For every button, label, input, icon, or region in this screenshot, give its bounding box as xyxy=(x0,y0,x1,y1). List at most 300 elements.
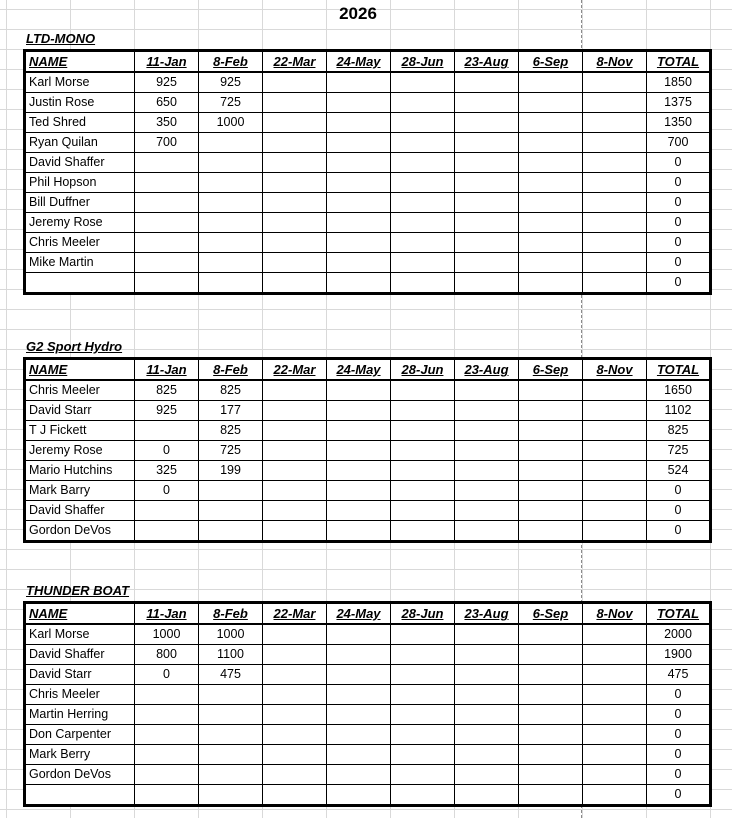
cell-score[interactable] xyxy=(199,233,263,253)
cell-racer-name[interactable]: David Shaffer xyxy=(25,501,135,521)
cell-racer-name[interactable]: Martin Herring xyxy=(25,705,135,725)
cell-score[interactable] xyxy=(135,193,199,213)
cell-total[interactable]: 0 xyxy=(647,481,711,501)
cell-score[interactable] xyxy=(391,380,455,401)
cell-score[interactable] xyxy=(583,645,647,665)
cell-racer-name[interactable]: David Starr xyxy=(25,401,135,421)
cell-score[interactable]: 177 xyxy=(199,401,263,421)
section-title-thunder-boat[interactable]: THUNDER BOAT xyxy=(26,583,130,598)
cell-score[interactable]: 800 xyxy=(135,645,199,665)
cell-score[interactable] xyxy=(391,765,455,785)
cell-score[interactable] xyxy=(455,665,519,685)
cell-score[interactable] xyxy=(327,133,391,153)
cell-total[interactable]: 524 xyxy=(647,461,711,481)
cell-score[interactable] xyxy=(519,93,583,113)
cell-score[interactable] xyxy=(455,624,519,645)
header-cell-date[interactable]: 22-Mar xyxy=(263,51,327,73)
section-title-g2-sport-hydro[interactable]: G2 Sport Hydro xyxy=(26,339,123,354)
cell-score[interactable] xyxy=(455,113,519,133)
cell-score[interactable] xyxy=(519,521,583,542)
cell-score[interactable] xyxy=(263,153,327,173)
header-cell-total[interactable]: TOTAL xyxy=(647,603,711,625)
cell-score[interactable] xyxy=(519,233,583,253)
cell-total[interactable]: 0 xyxy=(647,153,711,173)
header-cell-total[interactable]: TOTAL xyxy=(647,51,711,73)
cell-score[interactable]: 925 xyxy=(199,72,263,93)
cell-score[interactable] xyxy=(199,521,263,542)
cell-score[interactable] xyxy=(263,665,327,685)
cell-score[interactable] xyxy=(583,213,647,233)
cell-score[interactable] xyxy=(199,685,263,705)
cell-score[interactable] xyxy=(583,521,647,542)
cell-score[interactable] xyxy=(455,380,519,401)
cell-racer-name[interactable]: Gordon DeVos xyxy=(25,521,135,542)
cell-score[interactable] xyxy=(583,421,647,441)
cell-total[interactable]: 0 xyxy=(647,765,711,785)
cell-racer-name[interactable]: Justin Rose xyxy=(25,93,135,113)
cell-racer-name[interactable]: David Shaffer xyxy=(25,153,135,173)
cell-score[interactable] xyxy=(327,193,391,213)
header-cell-date[interactable]: 22-Mar xyxy=(263,359,327,381)
cell-total[interactable]: 725 xyxy=(647,441,711,461)
header-cell-date[interactable]: 28-Jun xyxy=(391,359,455,381)
cell-total[interactable]: 0 xyxy=(647,233,711,253)
cell-score[interactable] xyxy=(263,380,327,401)
cell-total[interactable]: 1102 xyxy=(647,401,711,421)
cell-score[interactable] xyxy=(519,133,583,153)
cell-score[interactable] xyxy=(263,233,327,253)
cell-score[interactable] xyxy=(391,685,455,705)
cell-score[interactable] xyxy=(391,421,455,441)
cell-score[interactable] xyxy=(455,133,519,153)
cell-score[interactable] xyxy=(391,133,455,153)
cell-score[interactable] xyxy=(199,705,263,725)
cell-score[interactable] xyxy=(519,441,583,461)
cell-score[interactable] xyxy=(199,213,263,233)
cell-score[interactable] xyxy=(391,461,455,481)
header-cell-date[interactable]: 8-Nov xyxy=(583,51,647,73)
cell-score[interactable] xyxy=(199,253,263,273)
cell-score[interactable] xyxy=(519,273,583,294)
cell-score[interactable] xyxy=(327,173,391,193)
cell-score[interactable] xyxy=(327,725,391,745)
cell-score[interactable] xyxy=(327,233,391,253)
cell-score[interactable]: 1000 xyxy=(199,624,263,645)
cell-total[interactable]: 1375 xyxy=(647,93,711,113)
cell-total[interactable]: 0 xyxy=(647,685,711,705)
cell-score[interactable] xyxy=(583,72,647,93)
cell-score[interactable]: 925 xyxy=(135,72,199,93)
cell-score[interactable] xyxy=(455,401,519,421)
cell-score[interactable] xyxy=(327,461,391,481)
cell-score[interactable] xyxy=(583,93,647,113)
cell-racer-name[interactable]: Bill Duffner xyxy=(25,193,135,213)
cell-score[interactable] xyxy=(199,765,263,785)
cell-score[interactable] xyxy=(519,253,583,273)
cell-score[interactable] xyxy=(327,213,391,233)
cell-score[interactable] xyxy=(199,481,263,501)
cell-score[interactable] xyxy=(199,153,263,173)
cell-score[interactable] xyxy=(519,213,583,233)
header-cell-date[interactable]: 8-Nov xyxy=(583,603,647,625)
cell-score[interactable] xyxy=(519,665,583,685)
cell-score[interactable] xyxy=(519,72,583,93)
cell-total[interactable]: 475 xyxy=(647,665,711,685)
year-title[interactable]: 2026 xyxy=(339,4,377,23)
cell-score[interactable] xyxy=(135,765,199,785)
cell-score[interactable] xyxy=(391,705,455,725)
cell-score[interactable] xyxy=(263,461,327,481)
cell-racer-name[interactable]: Mark Berry xyxy=(25,745,135,765)
cell-total[interactable]: 700 xyxy=(647,133,711,153)
cell-score[interactable] xyxy=(583,173,647,193)
cell-score[interactable] xyxy=(583,441,647,461)
cell-score[interactable] xyxy=(391,72,455,93)
header-cell-date[interactable]: 6-Sep xyxy=(519,359,583,381)
cell-score[interactable] xyxy=(327,705,391,725)
cell-score[interactable]: 350 xyxy=(135,113,199,133)
cell-score[interactable] xyxy=(391,725,455,745)
cell-score[interactable] xyxy=(583,153,647,173)
cell-score[interactable] xyxy=(263,273,327,294)
cell-score[interactable] xyxy=(327,421,391,441)
cell-score[interactable] xyxy=(455,441,519,461)
cell-total[interactable]: 1900 xyxy=(647,645,711,665)
cell-score[interactable] xyxy=(135,213,199,233)
cell-score[interactable] xyxy=(455,705,519,725)
cell-score[interactable] xyxy=(199,745,263,765)
cell-score[interactable] xyxy=(583,624,647,645)
header-cell-date[interactable]: 6-Sep xyxy=(519,51,583,73)
cell-score[interactable]: 325 xyxy=(135,461,199,481)
cell-total[interactable]: 1650 xyxy=(647,380,711,401)
cell-score[interactable] xyxy=(263,501,327,521)
cell-score[interactable]: 0 xyxy=(135,665,199,685)
cell-score[interactable] xyxy=(519,685,583,705)
cell-score[interactable]: 825 xyxy=(199,380,263,401)
header-cell-date[interactable]: 8-Feb xyxy=(199,603,263,625)
cell-score[interactable] xyxy=(199,273,263,294)
cell-score[interactable] xyxy=(327,665,391,685)
header-cell-date[interactable]: 8-Nov xyxy=(583,359,647,381)
cell-score[interactable] xyxy=(327,765,391,785)
cell-score[interactable] xyxy=(583,745,647,765)
cell-score[interactable] xyxy=(455,93,519,113)
cell-score[interactable] xyxy=(455,765,519,785)
cell-score[interactable] xyxy=(199,501,263,521)
cell-score[interactable] xyxy=(519,401,583,421)
cell-score[interactable] xyxy=(583,113,647,133)
cell-score[interactable] xyxy=(327,153,391,173)
cell-score[interactable] xyxy=(135,521,199,542)
cell-score[interactable] xyxy=(455,481,519,501)
cell-score[interactable] xyxy=(327,401,391,421)
cell-score[interactable] xyxy=(327,253,391,273)
header-cell-name[interactable]: NAME xyxy=(25,51,135,73)
header-cell-date[interactable]: 23-Aug xyxy=(455,51,519,73)
header-cell-date[interactable]: 23-Aug xyxy=(455,603,519,625)
cell-total[interactable]: 0 xyxy=(647,213,711,233)
cell-score[interactable] xyxy=(135,785,199,806)
cell-score[interactable] xyxy=(583,193,647,213)
cell-score[interactable] xyxy=(263,481,327,501)
cell-score[interactable] xyxy=(263,745,327,765)
header-cell-name[interactable]: NAME xyxy=(25,359,135,381)
cell-score[interactable] xyxy=(263,421,327,441)
cell-score[interactable]: 0 xyxy=(135,441,199,461)
cell-score[interactable] xyxy=(263,173,327,193)
cell-score[interactable] xyxy=(583,481,647,501)
header-cell-date[interactable]: 22-Mar xyxy=(263,603,327,625)
cell-score[interactable] xyxy=(135,745,199,765)
cell-score[interactable] xyxy=(391,233,455,253)
cell-score[interactable]: 725 xyxy=(199,93,263,113)
cell-score[interactable] xyxy=(519,705,583,725)
cell-score[interactable] xyxy=(263,441,327,461)
cell-score[interactable] xyxy=(327,501,391,521)
cell-score[interactable] xyxy=(391,501,455,521)
cell-score[interactable] xyxy=(455,273,519,294)
header-cell-date[interactable]: 11-Jan xyxy=(135,359,199,381)
cell-score[interactable] xyxy=(519,193,583,213)
cell-total[interactable]: 2000 xyxy=(647,624,711,645)
cell-score[interactable] xyxy=(327,113,391,133)
cell-score[interactable] xyxy=(391,785,455,806)
header-cell-date[interactable]: 28-Jun xyxy=(391,603,455,625)
cell-racer-name[interactable]: Chris Meeler xyxy=(25,233,135,253)
cell-score[interactable] xyxy=(135,233,199,253)
cell-score[interactable] xyxy=(135,173,199,193)
cell-score[interactable] xyxy=(455,421,519,441)
cell-racer-name[interactable]: Jeremy Rose xyxy=(25,441,135,461)
cell-score[interactable] xyxy=(519,461,583,481)
cell-racer-name[interactable] xyxy=(25,273,135,294)
cell-score[interactable] xyxy=(583,665,647,685)
cell-score[interactable]: 1000 xyxy=(199,113,263,133)
section-title-ltd-mono[interactable]: LTD-MONO xyxy=(26,31,96,46)
cell-score[interactable] xyxy=(327,72,391,93)
cell-score[interactable] xyxy=(583,273,647,294)
cell-score[interactable] xyxy=(391,401,455,421)
cell-score[interactable] xyxy=(199,193,263,213)
cell-score[interactable] xyxy=(199,173,263,193)
cell-score[interactable] xyxy=(519,481,583,501)
cell-score[interactable] xyxy=(583,253,647,273)
cell-score[interactable] xyxy=(327,645,391,665)
cell-total[interactable]: 0 xyxy=(647,785,711,806)
cell-total[interactable]: 1850 xyxy=(647,72,711,93)
cell-score[interactable] xyxy=(519,113,583,133)
cell-total[interactable]: 0 xyxy=(647,725,711,745)
cell-score[interactable]: 650 xyxy=(135,93,199,113)
cell-score[interactable] xyxy=(583,765,647,785)
cell-score[interactable] xyxy=(263,72,327,93)
cell-score[interactable] xyxy=(455,785,519,806)
cell-score[interactable] xyxy=(327,521,391,542)
cell-score[interactable]: 1000 xyxy=(135,624,199,645)
header-cell-date[interactable]: 8-Feb xyxy=(199,359,263,381)
cell-score[interactable] xyxy=(391,213,455,233)
cell-score[interactable] xyxy=(455,253,519,273)
cell-score[interactable] xyxy=(135,273,199,294)
cell-racer-name[interactable]: Mike Martin xyxy=(25,253,135,273)
cell-score[interactable] xyxy=(263,133,327,153)
cell-score[interactable] xyxy=(199,785,263,806)
cell-score[interactable] xyxy=(455,153,519,173)
cell-total[interactable]: 0 xyxy=(647,705,711,725)
cell-score[interactable] xyxy=(327,481,391,501)
cell-score[interactable] xyxy=(455,645,519,665)
cell-score[interactable] xyxy=(327,93,391,113)
cell-score[interactable] xyxy=(391,173,455,193)
cell-total[interactable]: 825 xyxy=(647,421,711,441)
cell-score[interactable]: 0 xyxy=(135,481,199,501)
cell-score[interactable] xyxy=(327,441,391,461)
cell-score[interactable] xyxy=(391,521,455,542)
cell-score[interactable] xyxy=(519,725,583,745)
header-cell-total[interactable]: TOTAL xyxy=(647,359,711,381)
header-cell-name[interactable]: NAME xyxy=(25,603,135,625)
header-cell-date[interactable]: 11-Jan xyxy=(135,603,199,625)
cell-total[interactable]: 0 xyxy=(647,253,711,273)
header-cell-date[interactable]: 24-May xyxy=(327,603,391,625)
cell-score[interactable] xyxy=(455,725,519,745)
cell-racer-name[interactable]: David Shaffer xyxy=(25,645,135,665)
cell-score[interactable] xyxy=(519,173,583,193)
cell-score[interactable] xyxy=(583,133,647,153)
cell-score[interactable] xyxy=(391,93,455,113)
cell-score[interactable] xyxy=(263,765,327,785)
header-cell-date[interactable]: 23-Aug xyxy=(455,359,519,381)
cell-racer-name[interactable]: Mark Barry xyxy=(25,481,135,501)
cell-total[interactable]: 1350 xyxy=(647,113,711,133)
cell-score[interactable] xyxy=(199,133,263,153)
cell-racer-name[interactable]: Mario Hutchins xyxy=(25,461,135,481)
cell-score[interactable] xyxy=(455,461,519,481)
cell-score[interactable] xyxy=(327,624,391,645)
cell-racer-name[interactable]: Phil Hopson xyxy=(25,173,135,193)
cell-score[interactable] xyxy=(263,645,327,665)
cell-score[interactable] xyxy=(455,72,519,93)
cell-score[interactable] xyxy=(391,624,455,645)
cell-score[interactable] xyxy=(519,765,583,785)
cell-score[interactable] xyxy=(327,273,391,294)
cell-racer-name[interactable]: T J Fickett xyxy=(25,421,135,441)
cell-racer-name[interactable]: Karl Morse xyxy=(25,624,135,645)
cell-score[interactable]: 825 xyxy=(199,421,263,441)
cell-score[interactable] xyxy=(455,173,519,193)
header-cell-date[interactable]: 24-May xyxy=(327,359,391,381)
cell-racer-name[interactable]: Don Carpenter xyxy=(25,725,135,745)
header-cell-date[interactable]: 24-May xyxy=(327,51,391,73)
cell-score[interactable] xyxy=(583,705,647,725)
cell-score[interactable] xyxy=(519,624,583,645)
cell-score[interactable]: 700 xyxy=(135,133,199,153)
cell-score[interactable] xyxy=(391,273,455,294)
cell-score[interactable] xyxy=(519,501,583,521)
cell-score[interactable] xyxy=(391,481,455,501)
header-cell-date[interactable]: 11-Jan xyxy=(135,51,199,73)
cell-score[interactable] xyxy=(583,501,647,521)
cell-score[interactable] xyxy=(583,785,647,806)
cell-score[interactable] xyxy=(263,193,327,213)
header-cell-date[interactable]: 8-Feb xyxy=(199,51,263,73)
cell-score[interactable] xyxy=(391,193,455,213)
cell-score[interactable] xyxy=(327,685,391,705)
cell-racer-name[interactable]: Ted Shred xyxy=(25,113,135,133)
cell-score[interactable] xyxy=(391,441,455,461)
cell-racer-name[interactable]: Chris Meeler xyxy=(25,380,135,401)
cell-score[interactable] xyxy=(327,380,391,401)
cell-score[interactable] xyxy=(263,93,327,113)
cell-score[interactable] xyxy=(455,685,519,705)
cell-score[interactable] xyxy=(135,725,199,745)
cell-score[interactable] xyxy=(327,785,391,806)
cell-score[interactable] xyxy=(583,401,647,421)
cell-score[interactable] xyxy=(583,233,647,253)
cell-score[interactable] xyxy=(135,501,199,521)
cell-total[interactable]: 0 xyxy=(647,273,711,294)
cell-score[interactable] xyxy=(391,113,455,133)
cell-score[interactable] xyxy=(135,153,199,173)
cell-score[interactable] xyxy=(455,745,519,765)
cell-score[interactable] xyxy=(263,685,327,705)
cell-racer-name[interactable]: Ryan Quilan xyxy=(25,133,135,153)
cell-score[interactable] xyxy=(391,665,455,685)
header-cell-date[interactable]: 28-Jun xyxy=(391,51,455,73)
cell-score[interactable] xyxy=(455,521,519,542)
cell-total[interactable]: 0 xyxy=(647,521,711,542)
cell-score[interactable] xyxy=(391,253,455,273)
cell-total[interactable]: 0 xyxy=(647,745,711,765)
cell-score[interactable] xyxy=(263,113,327,133)
cell-score[interactable]: 199 xyxy=(199,461,263,481)
cell-racer-name[interactable] xyxy=(25,785,135,806)
cell-racer-name[interactable]: Karl Morse xyxy=(25,72,135,93)
cell-score[interactable] xyxy=(263,253,327,273)
cell-score[interactable] xyxy=(519,153,583,173)
cell-score[interactable] xyxy=(135,705,199,725)
cell-score[interactable] xyxy=(455,501,519,521)
cell-racer-name[interactable]: David Starr xyxy=(25,665,135,685)
cell-score[interactable]: 825 xyxy=(135,380,199,401)
cell-score[interactable] xyxy=(327,745,391,765)
header-cell-date[interactable]: 6-Sep xyxy=(519,603,583,625)
cell-score[interactable] xyxy=(583,461,647,481)
cell-score[interactable] xyxy=(263,705,327,725)
cell-score[interactable] xyxy=(583,725,647,745)
cell-score[interactable]: 1100 xyxy=(199,645,263,665)
cell-score[interactable] xyxy=(455,233,519,253)
cell-score[interactable] xyxy=(583,685,647,705)
cell-racer-name[interactable]: Jeremy Rose xyxy=(25,213,135,233)
cell-racer-name[interactable]: Chris Meeler xyxy=(25,685,135,705)
cell-score[interactable] xyxy=(455,213,519,233)
cell-score[interactable] xyxy=(263,725,327,745)
cell-score[interactable] xyxy=(135,253,199,273)
cell-score[interactable] xyxy=(519,645,583,665)
cell-score[interactable] xyxy=(263,521,327,542)
cell-score[interactable] xyxy=(199,725,263,745)
cell-score[interactable] xyxy=(263,213,327,233)
cell-score[interactable] xyxy=(519,785,583,806)
cell-score[interactable] xyxy=(519,380,583,401)
cell-total[interactable]: 0 xyxy=(647,173,711,193)
cell-score[interactable]: 725 xyxy=(199,441,263,461)
cell-total[interactable]: 0 xyxy=(647,193,711,213)
cell-score[interactable] xyxy=(391,153,455,173)
cell-racer-name[interactable]: Gordon DeVos xyxy=(25,765,135,785)
